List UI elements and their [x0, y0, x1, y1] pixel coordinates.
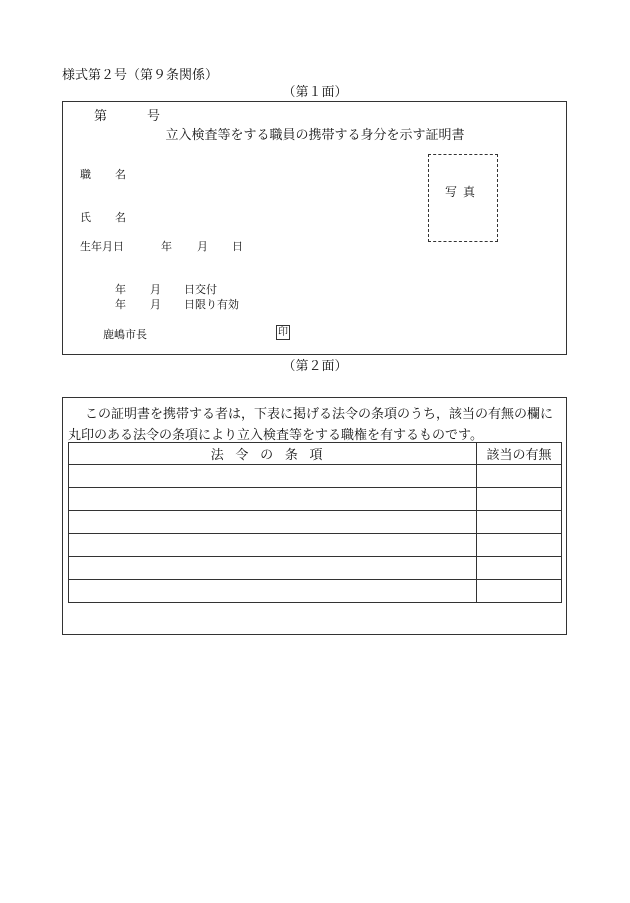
valid-year: 年	[115, 298, 126, 311]
position-label: 職	[80, 168, 91, 181]
face-1-label: （第１面）	[282, 85, 348, 100]
photo-label: 写真	[444, 185, 481, 199]
applicable-cell[interactable]	[477, 511, 562, 534]
birth-year: 年	[161, 240, 172, 253]
provision-cell[interactable]	[69, 511, 477, 534]
table-row	[69, 580, 562, 603]
table-row	[69, 465, 562, 488]
provision-cell[interactable]	[69, 534, 477, 557]
birthdate-label: 生年月日	[80, 240, 124, 253]
birth-day: 日	[232, 240, 243, 253]
photo-box	[428, 154, 498, 242]
valid-until: 日限り有効	[184, 298, 239, 311]
authority-text-line-2: 丸印のある法令の条項により立入検査等をする職権を有するものです。	[68, 428, 483, 443]
header-law-provision: 法令の条項	[69, 443, 477, 465]
table-row	[69, 488, 562, 511]
face-2-label: （第２面）	[282, 359, 348, 374]
valid-month: 月	[150, 298, 161, 311]
birth-month: 月	[197, 240, 208, 253]
law-provisions-table	[68, 442, 562, 603]
name-label: 氏	[80, 211, 91, 224]
applicable-cell[interactable]	[477, 534, 562, 557]
authority-text-line-1: この証明書を携帯する者は，下表に掲げる法令の条項のうち，該当の有無の欄に	[85, 407, 554, 422]
applicable-cell[interactable]	[477, 488, 562, 511]
seal-mark: 印	[278, 327, 288, 338]
header-applicable: 該当の有無	[477, 443, 562, 465]
number-dai: 第	[94, 109, 108, 124]
issue-month: 月	[150, 283, 161, 296]
issue-date: 日交付	[184, 283, 217, 296]
provision-cell[interactable]	[69, 580, 477, 603]
table-row	[69, 511, 562, 534]
position-label-2: 名	[115, 168, 126, 181]
applicable-cell[interactable]	[477, 557, 562, 580]
applicable-cell[interactable]	[477, 465, 562, 488]
table-row	[69, 557, 562, 580]
name-label-2: 名	[115, 211, 126, 224]
issuer: 鹿嶋市長	[103, 328, 147, 341]
applicable-cell[interactable]	[477, 580, 562, 603]
form-number: 様式第２号（第９条関係）	[62, 68, 219, 83]
issue-year: 年	[115, 283, 126, 296]
provision-cell[interactable]	[69, 465, 477, 488]
provision-cell[interactable]	[69, 557, 477, 580]
certificate-title: 立入検査等をする職員の携帯する身分を示す証明書	[165, 128, 465, 143]
provision-cell[interactable]	[69, 488, 477, 511]
number-go: 号	[147, 109, 161, 124]
table-header-row	[69, 443, 562, 465]
table-row	[69, 534, 562, 557]
